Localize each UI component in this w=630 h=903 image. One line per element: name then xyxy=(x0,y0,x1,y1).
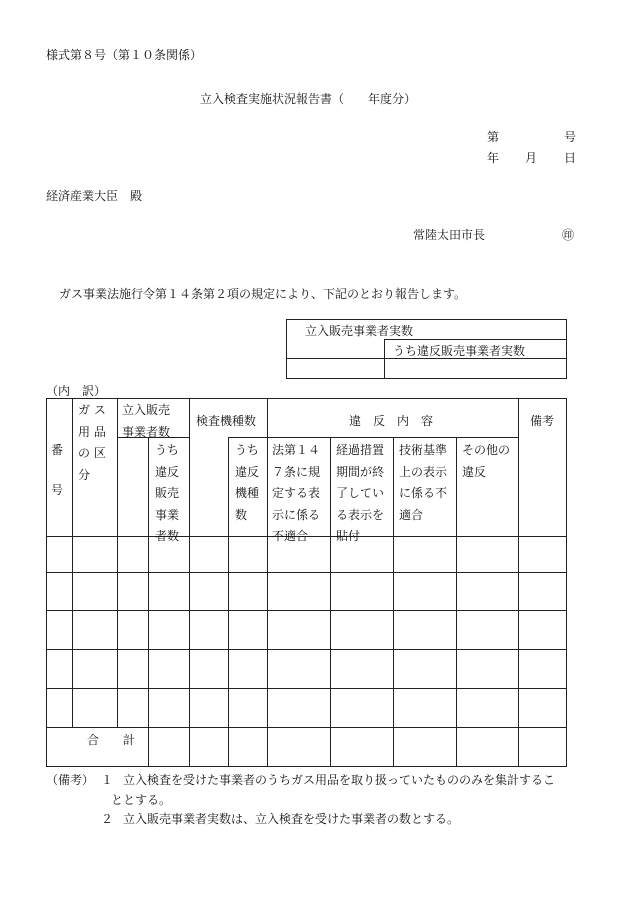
header-ihan-naiyo: 違 反 内 容 xyxy=(349,414,434,428)
document-title: 立入検査実施状況報告書（ 年度分） xyxy=(200,92,417,106)
header-kensa-kishu: 検査機種数 xyxy=(196,414,257,428)
seal-mark: ㊞ xyxy=(562,228,575,242)
date-day: 日 xyxy=(564,151,577,165)
header-gijutsu-kijun: 技術基準 上の表示 に係る不 適合 xyxy=(399,443,448,522)
summary-row1-label: 立入販売事業者実数 xyxy=(305,324,414,338)
header-bango-2: 号 xyxy=(51,483,64,497)
number-go: 号 xyxy=(564,130,577,144)
header-law-noncompliance: 法第１４ ７条に規 定する表 示に係る 不適合 xyxy=(272,443,321,543)
total-label: 合 計 xyxy=(87,733,136,747)
note-2-number: ２ xyxy=(101,812,114,826)
header-keika-sochi: 経過措置 期間が終 了してい る表示を 貼付 xyxy=(336,443,385,543)
header-sonota-ihan: その他の 違反 xyxy=(462,443,511,479)
header-tachiiri-count: 立入販売 事業者数 xyxy=(122,403,171,439)
notes-label: （備考） xyxy=(46,773,95,787)
body-text: ガス事業法施行令第１４条第２項の規定により、下記のとおり報告します。 xyxy=(59,287,467,301)
summary-row2-label: うち違反販売事業者実数 xyxy=(393,344,526,358)
note-1-number: １ xyxy=(101,773,114,787)
addressee: 経済産業大臣 殿 xyxy=(46,189,143,203)
note-2-text: 立入販売事業者実数は、立入検査を受けた事業者の数とする。 xyxy=(123,812,460,826)
header-uchi-ihan-jigyosha: うち 違反 販売 事業 者数 xyxy=(155,443,180,543)
form-number: 様式第８号（第１０条関係） xyxy=(46,48,203,62)
header-bikou: 備考 xyxy=(530,414,555,428)
sender: 常陸太田市長 xyxy=(413,228,486,242)
number-dai: 第 xyxy=(487,130,500,144)
header-bango-1: 番 xyxy=(51,443,64,457)
detail-caption: （内 訳） xyxy=(46,384,107,398)
header-gas-category: ガ ス 用 品 の 区 分 xyxy=(78,403,106,482)
date-month: 月 xyxy=(525,151,538,165)
date-year: 年 xyxy=(487,151,500,165)
header-uchi-ihan-kishu: うち 違反 機種 数 xyxy=(235,443,260,522)
note-1-continued: ととする。 xyxy=(111,793,172,807)
note-1-text: 立入検査を受けた事業者のうちガス用品を取り扱っていたもののみを集計するこ xyxy=(123,773,556,787)
